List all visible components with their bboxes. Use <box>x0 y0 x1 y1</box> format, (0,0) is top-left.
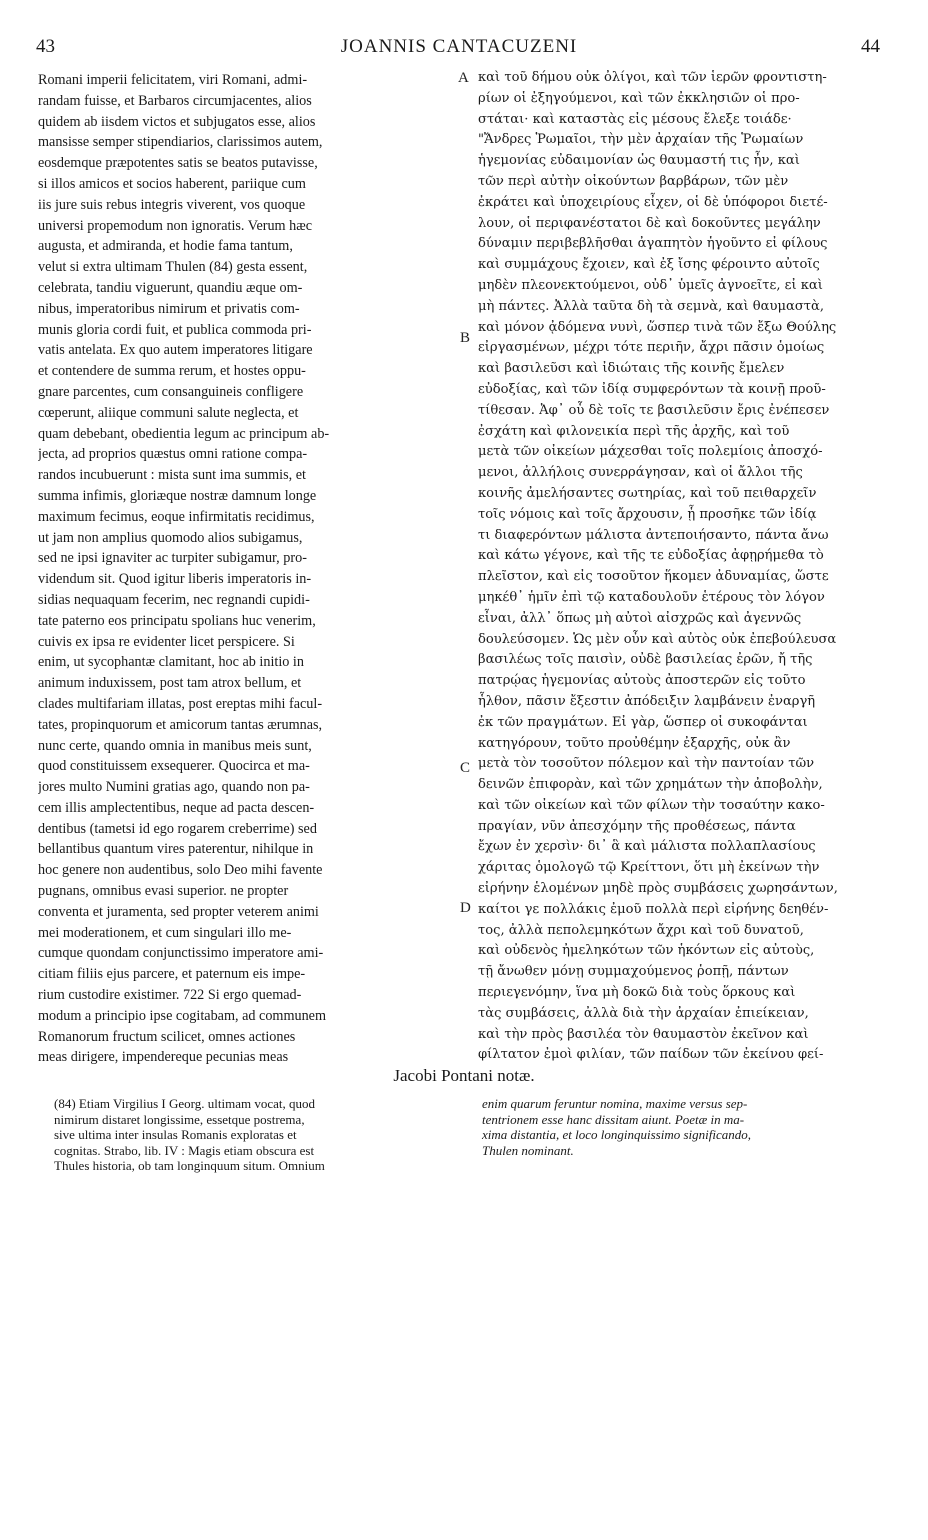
notes-heading: Jacobi Pontani notæ. <box>393 1066 535 1085</box>
footnote-left-column: (84) Etiam Virgilius I Georg. ultimam vocat, quod nimirum distaret longissime, essetque postrema, sive ultima inter insulas Romanis exploratas et cognitas. Strabo, lib. IV : Magis etiam obscura est Thules historia, ob tam longinquum situm. Omnium <box>54 1096 325 1174</box>
page-number-right: 44 <box>861 36 880 57</box>
section-marker-b: B <box>460 330 471 346</box>
greek-column: καὶ τοῦ δήμου οὐκ ὀλίγοι, καὶ τῶν ἱερῶν φροντιστη- ρίων οἱ ἐξηγούμενοι, καὶ τῶν ἐκκλησιῶν οἱ προ- στάται· καὶ καταστὰς εἰς μέσους ἔλεξε τοιάδε· "Ἄνδρες Ῥωμαῖοι, τὴν μὲν ἀρχαίαν τῆς Ῥωμαίων ἡγεμονίας εὐδαιμονίαν ὡς θαυμαστή τις ἦν, καὶ τῶν περὶ αὐτὴν οἰκούντων βαρβάρων, τῶν μὲν ἐκράτει καὶ ὑποχειρίους εἶχεν, οἱ δὲ ὑπόφοροι διετέ- λουν, οἱ περιφανέστατοι δὲ καὶ δοκοῦντες μεγάλην δύναμιν περιβεβλῆσθαι ἀγαπητὸν ἡγοῦντο εἰ φίλους καὶ συμμάχους ἔχοιεν, καὶ ἐξ ἴσης φέροιντο αὐτοῖς μηδὲν πλεονεκτούμενοι, οὐδ᾽ ὑμεῖς ἀγνοεῖτε, εἰ καὶ μὴ πάντες. Ἀλλὰ ταῦτα δὴ τὰ σεμνὰ, καὶ θαυμαστὰ, καὶ μόνον ᾀδόμενα νυνὶ, ὥσπερ τινὰ τῶν ἔξω Θούλης εἰργασμένων, μέχρι τότε περιῆν, ἄχρι πᾶσιν ὁμοίως καὶ βασιλεῦσι καὶ ἰδιώταις τῆς κοινῆς ἔμελεν εὐδοξίας, καὶ τῶν ἰδίᾳ συμφερόντων τὰ κοινῇ προῦ- τίθεσαν. Ἀφ᾽ οὗ δὲ τοῖς τε βασιλεῦσιν ἔρις ἐνέπεσεν ἐσχάτη καὶ φιλονεικία περὶ τῆς ἀρχῆς, καὶ τοῦ μετὰ τῶν οἰκείων μάχεσθαι τοῖς πολεμίοις ἀποσχό- μενοι, ἀλλήλοις συνερράγησαν, καὶ οἱ ἄλλοι τῆς κοινῆς ἀμελήσαντες σωτηρίας, καὶ τοῦ πειθαρχεῖν τοῖς νόμοις καὶ τοῖς ἄρχουσιν, ᾗ προσῆκε τῶν ἰδίᾳ τι διαφερόντων μάλιστα ἀντεποιήσαντο, πάντα ἄνω καὶ κάτω γέγονε, καὶ τῆς τε εὐδοξίας ἀφῃρήμεθα τὸ πλεῖστον, καὶ εἰς τοσοῦτον ἥκομεν ἀδυναμίας, ὥστε μηκέθ᾽ ἡμῖν ἐπὶ τῷ καταδουλοῦν ἑτέρους τὸν λόγον εἶναι, ἀλλ᾽ ὅπως μὴ αὐτοὶ αἰσχρῶς καὶ ἀγεννῶς δουλεύσομεν. Ὡς μὲν οὖν καὶ αὐτὸς οὐκ ἐπεβούλευσα βασιλέως τοῖς παισὶν, οὐδὲ βασιλείας ἐρῶν, ἤ τῆς πατρῴας ἡγεμονίας αὐτοὺς ἀποστερῶν εἰς τοῦτο ἧλθον, πᾶσιν ἔξεστιν ἀπόδειξιν λαμβάνειν ἐναργῆ ἐκ τῶν πραγμάτων. Εἰ γὰρ, ὥσπερ οἱ συκοφάνται κατηγόρουν, τοῦτο προὐθέμην ἐξαρχῆς, οὐκ ἂν μετὰ τὸν τοσοῦτον πόλεμον καὶ τὴν παντοίαν τῶν δεινῶν ἐπιφορὰν, καὶ τῶν χρημάτων τὴν ἀποβολὴν, καὶ τῶν οἰκείων καὶ τῶν φίλων τὴν τοσαύτην κακο- πραγίαν, νῦν ἀπεσχόμην τῆς προθέσεως, πάντα ἔχων ἐν χερσὶν· δι᾽ ἃ καὶ μάλιστα πολλαπλασίους χάριτας ὁμολογῶ τῷ Κρείττονι, ὅτι μὴ ἐκείνων τὴν εἰρήνην ἑλομένων μηδὲ πρὸς συμβάσεις χωρησάντων, καίτοι γε πολλάκις ἐμοῦ πολλὰ περὶ εἰρήνης δεηθέν- τος, ἀλλὰ πεπολεμηκότων ἄχρι καὶ τοῦ δυνατοῦ, καὶ οὐδενὸς ἠμεληκότων τῶν ἡκόντων εἰς αὐτοὺς, τῇ ἄνωθεν μόνῃ συμμαχούμενος ῥοπῇ, πάντων περιεγενόμην, ἵνα μὴ δοκῶ διὰ τοὺς ὅρκους καὶ τὰς συμβάσεις, ἀλλὰ διὰ τὴν ἀρχαίαν ἐπιείκειαν, καὶ τὴν πρὸς βασιλέα τὸν θαυμαστὸν ἐκεῖνον καὶ φίλτατον ἐμοὶ φιλίαν, τῶν παίδων τῶν ἐκείνου φεί- <box>478 70 838 1063</box>
section-marker-a: A <box>458 70 469 86</box>
latin-column: Romani imperii felicitatem, viri Romani, admi- randam fuisse, et Barbaros circumjacentes, alios quidem ab iisdem victos et subjugatos esse, alios mansisse semper stipendiarios, clarissimos autem, eosdemque præpotentes satis se beatos putavisse, si illos amicos et socios haberent, pariique cum iis jure suis rebus integris viverent, vos quoque universi propemodum non ignoratis. Verum hæc augusta, et admiranda, et hodie fama tantum, velut si extra ultimam Thulen (84) gesta essent, celebrata, tandiu viguerunt, quandiu æque om- nibus, imperatoribus nimirum et privatis com- munis gloria cordi fuit, et publica commoda pri- vatis antelata. Ex quo autem imperatores litigare et contendere de summa rerum, et hostes oppu- gnare parcentes, cum consanguineis confligere cœperunt, aliique communi salute neglecta, et quam debebant, obedientia legum ac principum ab- jecta, ad proprios quæstus omni ratione compa- randos incubuerunt : mista sunt ima summis, et summa infimis, gloriæque nostræ damnum longe maximum fecimus, eoque infirmitatis recidimus, ut jam non amplius quomodo alios subigamus, sed ne ipsi ignaviter ac turpiter subigamur, pro- videndum sit. Quod igitur liberis imperatoris in- sidias nequaquam fecerim, nec regnandi cupidi- tate paterno eos principatu spolians huc venerim, cuivis ex ipsa re evidenter licet perspicere. Si enim, ut sycophantæ clamitant, hoc ab initio in animum induxissem, post tam atrox bellum, et clades multifariam illatas, post ereptas mihi facul- tates, propinquorum et amicorum tantas ærumnas, nunc certe, quando omnia in manibus meis sunt, quod constituissem exsequerer. Quocirca et ma- jores multo Numini gratias ago, quando non pa- cem illis amplectentibus, neque ad pacta descen- dentibus (tametsi id ego rogarem creberrime) sed bellantibus quantum vires paterentur, nihilque in hoc genere non audentibus, solo Deo mihi favente pugnans, omnibus evasi superior. ne propter conventa et juramenta, sed propter veterem animi mei moderationem, et cum singulari illo me- cumque quondam conjunctissimo imperatore ami- citiam filiis ejus parcere, et paternum eis impe- rium custodire existimer. 722 Si ergo quemad- modum a principio ipse cogitabam, ad communem Romanorum fructum scilicet, omnes actiones meas dirigere, impendereque pecunias meas <box>38 72 330 1066</box>
page-number-left: 43 <box>36 36 55 57</box>
section-marker-d: D <box>460 900 471 916</box>
footnote-right-column: enim quarum feruntur nomina, maxime versus sep- tentrionem esse hanc dissitam aiunt. Poetæ in ma- xima distantia, et loco longinquissimo significando, Thulen nominant. <box>482 1096 752 1158</box>
section-marker-c: C <box>460 760 471 776</box>
running-header <box>30 30 888 62</box>
running-title: JOANNIS CANTACUZENI <box>340 36 578 57</box>
